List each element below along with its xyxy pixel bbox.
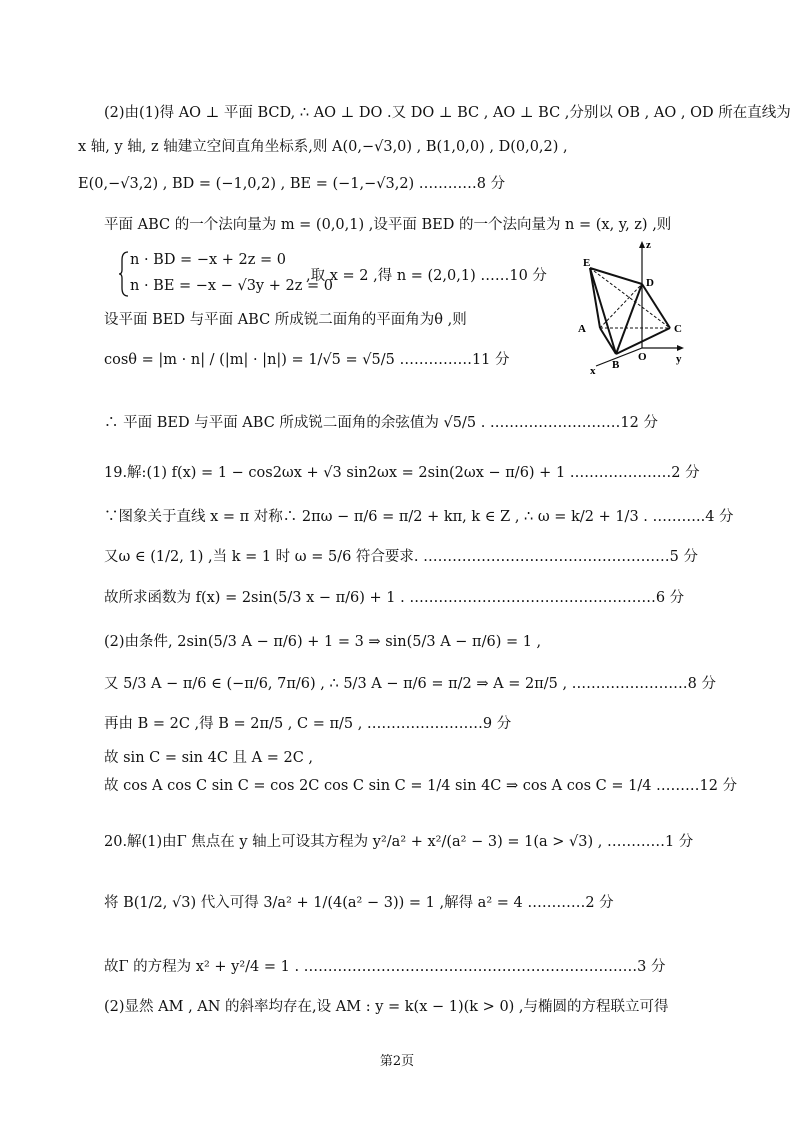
text-line: 故所求函数为 f(x) = 2sin(5/3 x − π/6) + 1 . ……………………………………………6 分	[104, 590, 685, 606]
text-line: cosθ = |m · n| / (|m| · |n|) = 1/√5 = √5/5 ……………11 分	[104, 352, 510, 368]
text-line: (2)显然 AM , AN 的斜率均存在,设 AM : y = k(x − 1)(k > 0) ,与椭圆的方程联立可得	[104, 999, 669, 1015]
text-line: ∵图象关于直线 x = π 对称∴ 2πω − π/6 = π/2 + kπ, k ∈ Z , ∴ ω = k/2 + 1/3 . ………..4 分	[104, 509, 734, 525]
label-E: E	[583, 257, 591, 269]
text-line: n · BE = −x − √3y + 2z = 0	[130, 278, 333, 294]
text-line: 平面 ABC 的一个法向量为 m = (0,0,1) ,设平面 BED 的一个法向量为 n = (x, y, z) ,则	[104, 217, 672, 233]
text-line: 20.解(1)由Γ 焦点在 y 轴上可设其方程为 y²/a² + x²/(a² − 3) = 1(a > √3) , …………1 分	[104, 834, 694, 850]
text-line: 故 sin C = sin 4C 且 A = 2C ,	[104, 750, 314, 766]
text-line: 又ω ∈ (1/2, 1) ,当 k = 1 时 ω = 5/6 符合要求. ……………………………………………5 分	[104, 549, 698, 565]
z-axis-arrow	[639, 241, 645, 248]
text-line: x 轴, y 轴, z 轴建立空间直角坐标系,则 A(0,−√3,0) , B(1,0,0) , D(0,0,2) ,	[78, 139, 568, 155]
label-y: y	[676, 353, 682, 365]
label-C: C	[674, 323, 682, 335]
label-z: z	[646, 239, 651, 251]
edge-EB	[590, 268, 616, 354]
page-footer: 第2页	[379, 1054, 415, 1069]
text-line: 再由 B = 2C ,得 B = 2π/5 , C = π/5 , ……………………9 分	[104, 716, 512, 732]
geometry-figure	[576, 236, 688, 376]
text-line: (2)由(1)得 AO ⊥ 平面 BCD, ∴ AO ⊥ DO .又 DO ⊥ BC , AO ⊥ BC ,分别以 OB , AO , OD 所在直线为	[104, 105, 791, 121]
edge-DC	[642, 284, 670, 328]
label-D: D	[646, 277, 654, 289]
text-line: E(0,−√3,2) , BD = (−1,0,2) , BE = (−1,−√3,2) …………8 分	[78, 176, 506, 192]
text-line: 故Γ 的方程为 x² + y²/4 = 1 . ……………………………………………………………3 分	[104, 959, 666, 975]
edge-ED	[590, 268, 642, 284]
text-line: n · BD = −x + 2z = 0	[130, 252, 286, 268]
text-line: 又 5/3 A − π/6 ∈ (−π/6, 7π/6) , ∴ 5/3 A − π/6 = π/2 ⇒ A = 2π/5 , ……………………8 分	[104, 676, 717, 692]
text-line: 故 cos A cos C sin C = cos 2C cos C sin C = 1/4 sin 4C ⇒ cos A cos C = 1/4 ………12 分	[104, 778, 738, 794]
label-x: x	[590, 365, 596, 376]
label-B: B	[612, 359, 620, 371]
text-line: 将 B(1/2, √3) 代入可得 3/a² + 1/(4(a² − 3)) = 1 ,解得 a² = 4 …………2 分	[104, 895, 614, 911]
text-line: 设平面 BED 与平面 ABC 所成锐二面角的平面角为θ ,则	[104, 312, 467, 328]
text-line: 19.解:(1) f(x) = 1 − cos2ωx + √3 sin2ωx = 2sin(2ωx − π/6) + 1 …………………2 分	[104, 465, 700, 481]
y-axis-arrow	[677, 345, 684, 351]
edge-AB	[600, 328, 616, 354]
text-line: ∴ 平面 BED 与平面 ABC 所成锐二面角的余弦值为 √5/5 . ………………………12 分	[104, 415, 658, 431]
label-A: A	[578, 323, 586, 335]
system-brace	[118, 250, 130, 298]
label-O: O	[638, 351, 647, 363]
text-line: ,取 x = 2 ,得 n = (2,0,1) ……10 分	[306, 268, 547, 284]
text-line: (2)由条件, 2sin(5/3 A − π/6) + 1 = 3 ⇒ sin(5/3 A − π/6) = 1 ,	[104, 634, 542, 650]
